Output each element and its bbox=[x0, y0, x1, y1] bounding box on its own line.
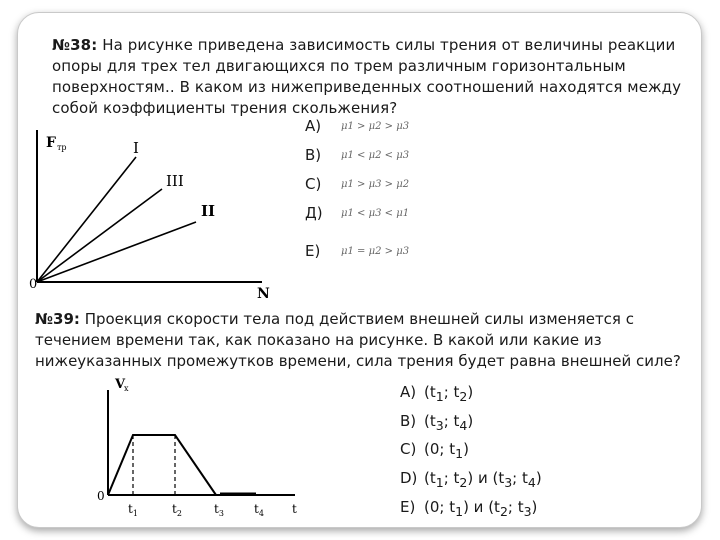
q39-option-d: D) ($t_1$; $t_2$) и ($t_3$; $t_4$) bbox=[400, 469, 542, 490]
q38-option-e: Е) μ1 = μ2 > μ3 bbox=[305, 242, 410, 260]
q38-option-c: С) μ1 > μ3 > μ2 bbox=[305, 175, 410, 193]
tick-t3: $t_3$ bbox=[214, 502, 224, 518]
velocity-profile bbox=[108, 435, 216, 495]
friction-line-III-label: III bbox=[166, 172, 184, 190]
friction-graph-origin: 0 bbox=[29, 277, 38, 292]
q38-option-d: Д) μ1 < μ3 < μ1 bbox=[305, 204, 410, 222]
q39-option-a: A) ($t_1$; $t_2$) bbox=[400, 383, 474, 404]
q38-option-b: В) μ1 < μ2 < μ3 bbox=[305, 146, 410, 164]
friction-graph bbox=[0, 120, 300, 300]
question-38-text bbox=[52, 35, 697, 119]
friction-line-I-label: I bbox=[133, 139, 139, 157]
tick-t2: $t_2$ bbox=[172, 502, 182, 518]
tick-t-axis: t bbox=[292, 502, 297, 516]
velocity-graph-y-label: V bbox=[115, 377, 126, 392]
friction-line-II-label: II bbox=[201, 202, 216, 220]
friction-graph-x-label: N bbox=[257, 286, 270, 300]
question-38-number: №38: bbox=[52, 36, 98, 54]
velocity-graph bbox=[0, 370, 320, 530]
tick-t4: $t_4$ bbox=[254, 502, 264, 518]
tick-t1: $t_1$ bbox=[128, 502, 138, 518]
question-39-number: №39: bbox=[35, 310, 80, 328]
velocity-graph-origin: 0 bbox=[97, 489, 105, 503]
question-39-text bbox=[35, 309, 695, 372]
q39-option-e: E) (0; $t_1$) и ($t_2$; $t_3$) bbox=[400, 498, 538, 519]
question-39-body: Проекция скорости тела под действием внешней силы изменяется с течением времени так, как показано на рисунке. В какой или какие из нижеуказанных промежутков времени, сила трения будет равна внешней силе? bbox=[35, 310, 681, 370]
friction-graph-y-label: F bbox=[46, 135, 56, 151]
velocity-graph-y-label-sub: x bbox=[124, 384, 129, 393]
question-38-body: На рисунке приведена зависимость силы трения от величины реакции опоры для трех тел двигающихся по трем различным горизонтальным поверхностям.. В каком из нижеприведенных соотношений находятся между собой коэффициенты трения скольжения? bbox=[52, 36, 682, 117]
q38-option-a: А) μ1 > μ2 > μ3 bbox=[305, 117, 410, 135]
friction-graph-y-label-sub: тр bbox=[57, 143, 67, 152]
q39-option-b: B) ($t_3$; $t_4$) bbox=[400, 412, 474, 433]
q39-option-c: C) (0; $t_1$) bbox=[400, 440, 469, 461]
